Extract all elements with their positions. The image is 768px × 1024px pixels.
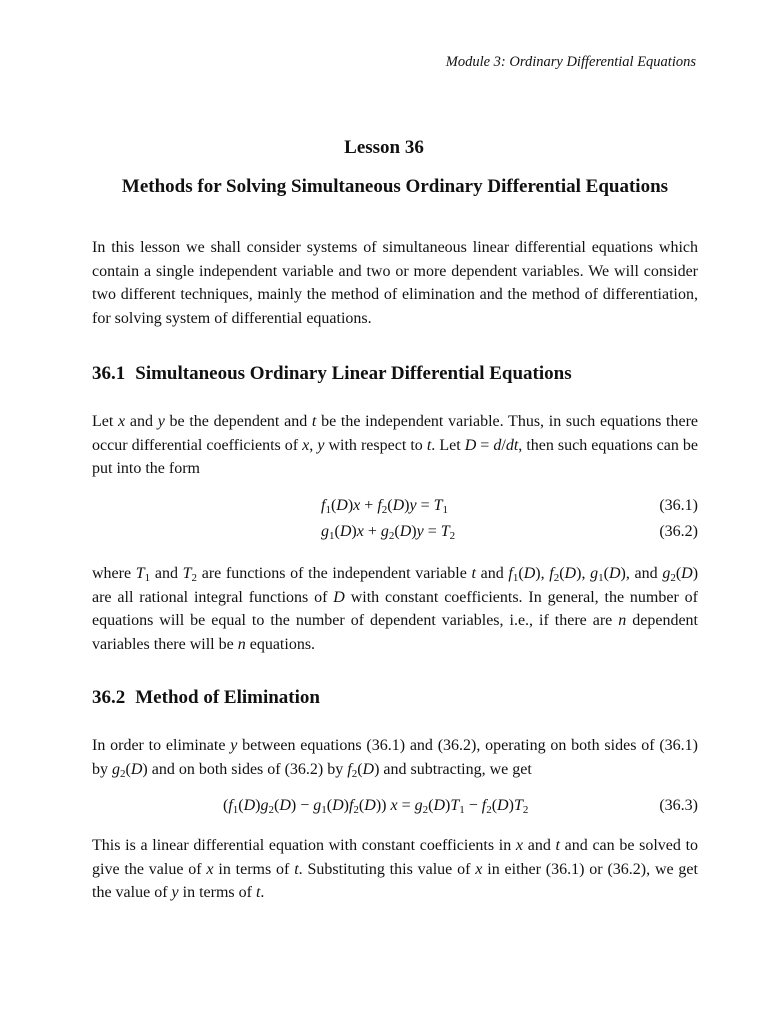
section-number: 36.2 [92, 687, 126, 708]
equation-36-1 [92, 497, 698, 519]
section-heading-36-2 [92, 687, 320, 709]
section-number: 36.1 [92, 363, 126, 384]
equation-expression: $f_1(D)x + f_2(D)y = T_1$ [321, 497, 449, 516]
equation-expression: $g_1(D)x + g_2(D)y = T_2$ [321, 523, 456, 542]
section1-paragraph-b: where $T_1$ and $T_2$ are functions of the independent variable t and $f_1(D)$, $f_2(D)$, $g_1(D)$, and $g_2(D)$ are all rational integral functions of D with constant coefficients. In general, the number of equations will be equal to the number of dependent variables, i.e., if there are n dependent variables there will be n equations. [92, 565, 699, 653]
equation-36-2 [92, 523, 698, 545]
equation-number: (36.2) [659, 523, 698, 540]
equation-number: (36.3) [659, 797, 698, 814]
intro-paragraph: In this lesson we shall consider systems of simultaneous linear differential equations which contain a single independent variable and two or more dependent variables. We will consider two different techniques, mainly the method of elimination and the method of differentiation, for solving system of differential equations. [92, 239, 698, 327]
section2-paragraph-b: This is a linear differential equation with constant coefficients in x and t and can be solved to give the value of x in terms of t. Substituting this value of x in either (36.1) or (36.2), we get the value of y in terms of t. [92, 837, 699, 901]
equation-number: (36.1) [659, 497, 698, 514]
section-title: Method of Elimination [135, 687, 320, 708]
section2-paragraph-a: In order to eliminate y between equations (36.1) and (36.2), operating on both sides of (36.1) by $g_2(D)$ and on both sides of (36.2) by $f_2(D)$ and subtracting, we get [92, 737, 699, 780]
section-heading-36-1 [92, 363, 572, 385]
equation-expression: $(f_1(D)g_2(D) - g_1(D)f_2(D)) x = g_2(D)T_1 - f_2(D)T_2$ [223, 797, 529, 816]
lesson-title: Methods for Solving Simultaneous Ordinary Differential Equations [121, 176, 669, 197]
running-header: Module 3: Ordinary Differential Equations [445, 54, 696, 70]
section-title: Simultaneous Ordinary Linear Differential Equations [135, 363, 572, 384]
section1-paragraph-a: Let x and y be the dependent and t be the independent variable. Thus, in such equations there occur differential coefficients of x, y with respect to t. Let D = d/dt, then such equations can be put into the form [92, 413, 699, 477]
lesson-number: Lesson 36 [344, 137, 424, 158]
equation-36-3 [92, 797, 698, 819]
